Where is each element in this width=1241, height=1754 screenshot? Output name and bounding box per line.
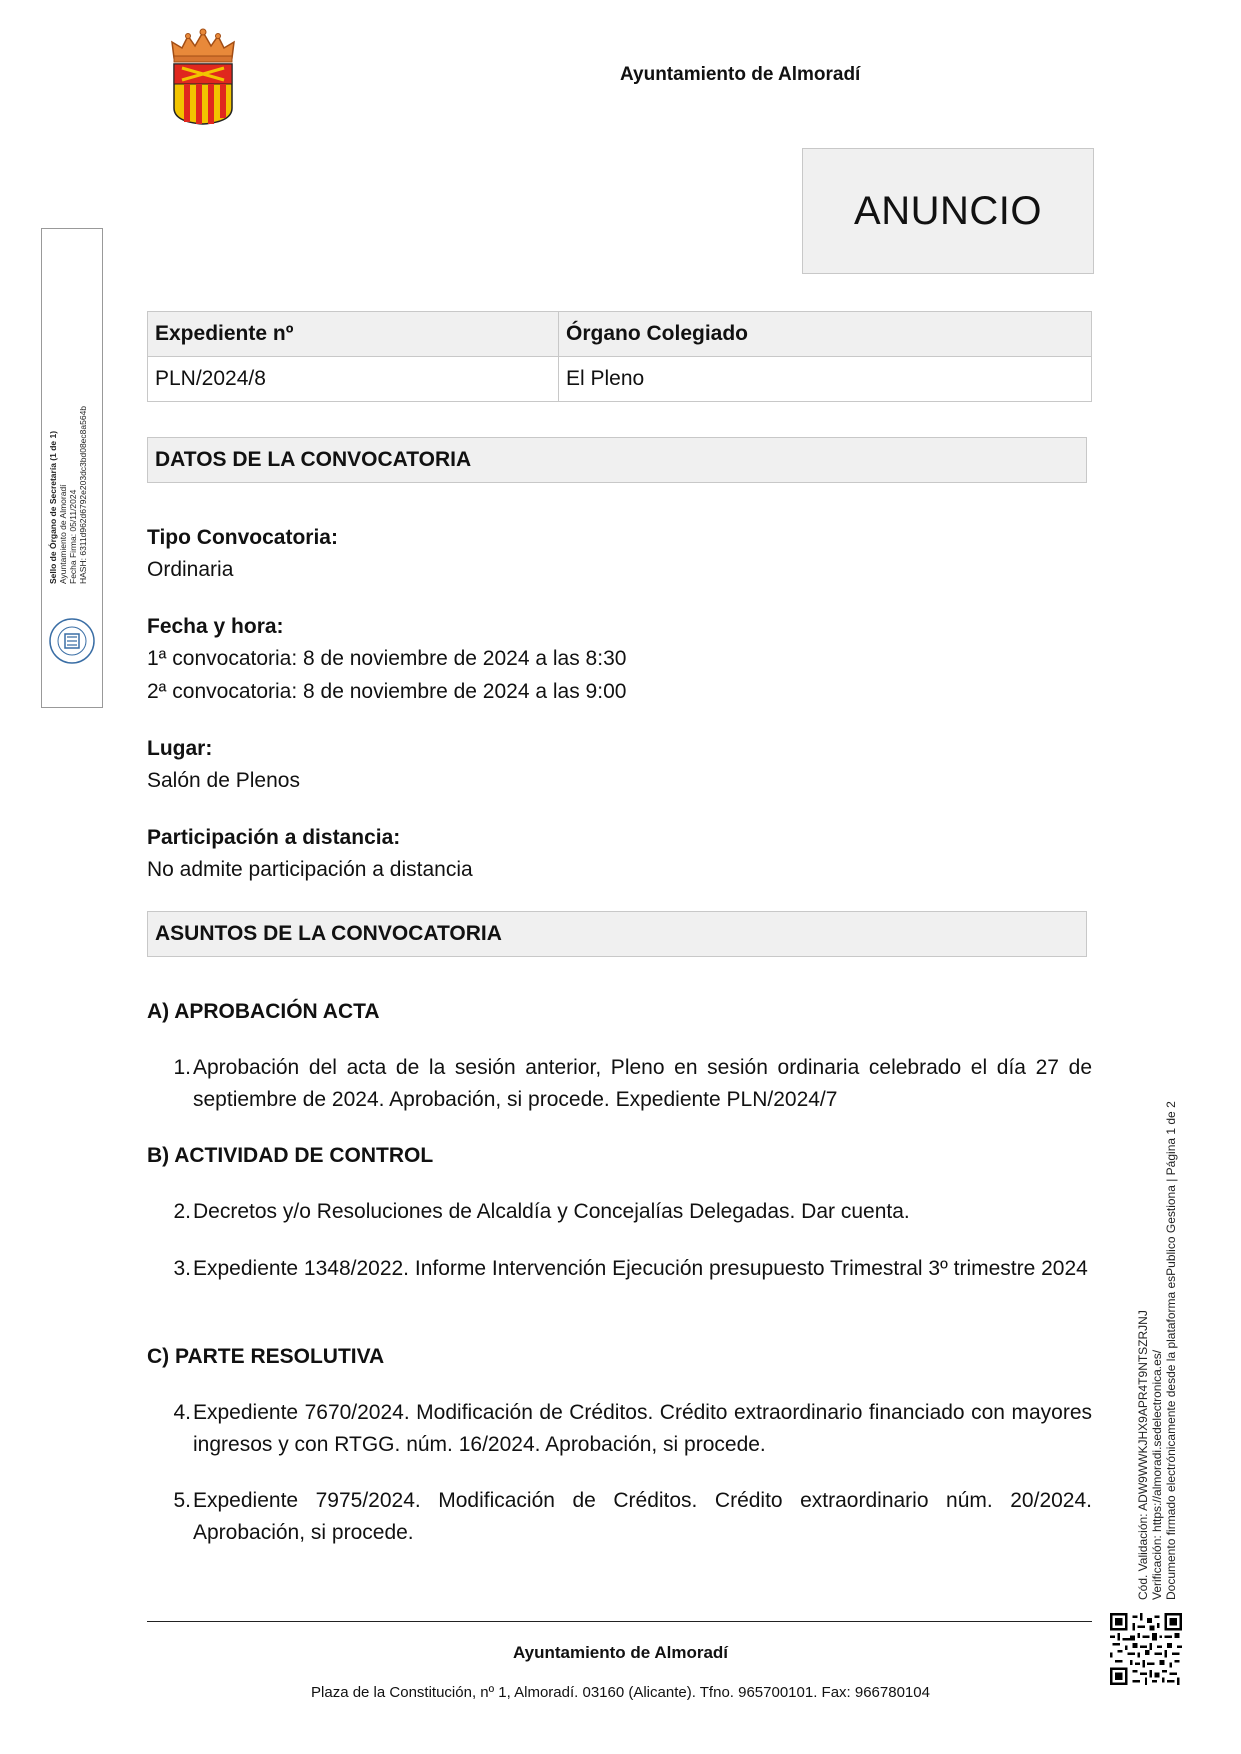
item-number: 5.	[173, 1489, 191, 1512]
item-text: Expediente 1348/2022. Informe Intervención Ejecución presupuesto Trimestral 3º trimestre 2024	[193, 1257, 1088, 1280]
footer-address: Plaza de la Constitución, nº 1, Almoradí. 03160 (Alicante). Tfno. 965700101. Fax: 966780104	[311, 1684, 930, 1701]
verification-note: Documento firmado electrónicamente desde la plataforma esPublico Gestiona | Página 1 de 2	[1164, 1101, 1178, 1600]
list-item	[147, 1052, 1092, 1116]
table-row	[148, 357, 1092, 402]
lugar-label: Lugar:	[147, 737, 213, 760]
municipal-stamp-icon	[48, 617, 96, 665]
asuntos-section-title: ASUNTOS DE LA CONVOCATORIA	[147, 911, 1087, 957]
header-organization: Ayuntamiento de Almoradí	[620, 64, 861, 85]
coat-of-arms-icon	[168, 28, 238, 126]
item-number: 4.	[173, 1401, 191, 1424]
expediente-table	[147, 311, 1092, 402]
seal-line-1: Sello de Órgano de Secretaría (1 de 1)	[48, 430, 58, 584]
distancia-label: Participación a distancia:	[147, 826, 401, 849]
document-title: ANUNCIO	[802, 148, 1094, 274]
fecha-line-1: 1ª convocatoria: 8 de noviembre de 2024 a las 8:30	[147, 647, 627, 670]
tipo-value: Ordinaria	[147, 558, 234, 581]
item-text: Expediente 7670/2024. Modificación de Créditos. Crédito extraordinario financiado con mayores ingresos y con RTGG. núm. 16/2024. Aprobación, si procede.	[193, 1401, 1092, 1456]
footer-organization: Ayuntamiento de Almoradí	[512, 1643, 729, 1662]
item-text: Aprobación del acta de la sesión anterior, Pleno en sesión ordinaria celebrado el día 27 de septiembre de 2024. Aprobación, si procede. Expediente PLN/2024/7	[193, 1056, 1092, 1111]
verification-code: Cód. Validación: ADW9WWKJHX9APR4T9NTSZRJNJ	[1136, 1310, 1150, 1600]
lugar-value: Salón de Plenos	[147, 769, 300, 792]
table-header-row	[148, 312, 1092, 357]
item-number: 1.	[173, 1056, 191, 1079]
item-number: 3.	[173, 1257, 191, 1280]
organo-header: Órgano Colegiado	[559, 312, 1092, 357]
verification-url: Verificación: https://almoradi.sedelectronica.es/	[1150, 1349, 1164, 1600]
distancia-value: No admite participación a distancia	[147, 858, 473, 881]
expediente-header: Expediente nº	[148, 312, 559, 357]
expediente-value: PLN/2024/8	[148, 357, 559, 402]
seal-text	[48, 406, 88, 584]
group-b-title: B) ACTIVIDAD DE CONTROL	[147, 1144, 434, 1167]
list-item	[147, 1253, 1092, 1317]
qr-code-icon	[1110, 1613, 1182, 1685]
tipo-label: Tipo Convocatoria:	[147, 526, 338, 549]
fecha-label: Fecha y hora:	[147, 615, 284, 638]
list-item	[147, 1196, 1092, 1228]
group-a-title: A) APROBACIÓN ACTA	[147, 1000, 380, 1023]
item-text: Decretos y/o Resoluciones de Alcaldía y Concejalías Delegadas. Dar cuenta.	[193, 1200, 910, 1223]
list-item	[147, 1485, 1092, 1549]
organo-value: El Pleno	[559, 357, 1092, 402]
seal-line-2: Ayuntamiento de Almoradí	[58, 484, 68, 584]
footer-divider	[147, 1621, 1092, 1622]
group-c-title: C) PARTE RESOLUTIVA	[147, 1345, 385, 1368]
fecha-line-2: 2ª convocatoria: 8 de noviembre de 2024 a las 9:00	[147, 680, 627, 703]
secretary-seal	[41, 228, 103, 708]
datos-section-title: DATOS DE LA CONVOCATORIA	[147, 437, 1087, 483]
item-number: 2.	[173, 1200, 191, 1223]
item-text: Expediente 7975/2024. Modificación de Créditos. Crédito extraordinario núm. 20/2024. Aprobación, si procede.	[193, 1489, 1092, 1544]
seal-line-3: Fecha Firma: 05/11/2024	[68, 489, 78, 584]
list-item	[147, 1397, 1092, 1461]
verification-text	[1136, 1101, 1178, 1600]
seal-line-4: HASH: 6311d962d6792e203dc3bd08ec8a564b	[78, 405, 88, 584]
